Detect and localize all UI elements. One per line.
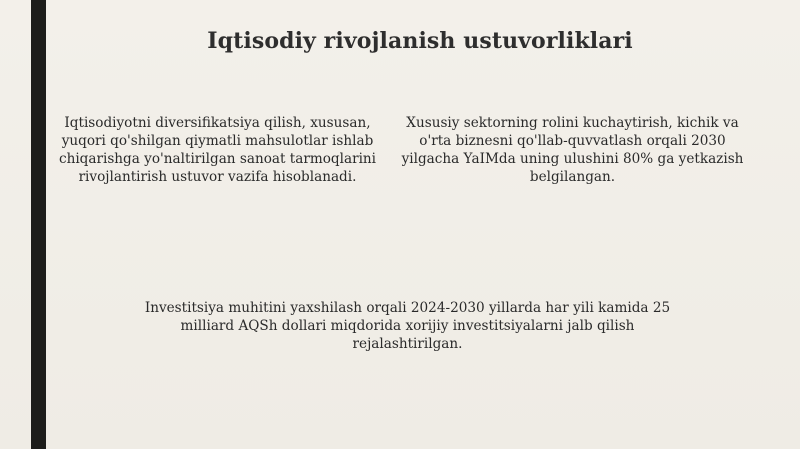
paragraph-investment: Investitsiya muhitini yaxshilash orqali 2024-2030 yillarda har yili kamida 25 milliard AQSh dollari miqdorida xorijiy investitsiyalarni jalb qilish rejalashtirilgan. (144, 300, 671, 352)
slide-title: Iqtisodiy rivojlanish ustuvorliklari (207, 28, 633, 54)
accent-bar (31, 0, 46, 449)
paragraph-diversification: Iqtisodiyotni diversifikatsiya qilish, xususan, yuqori qo'shilgan qiymatli mahsulotlar ishlab chiqarishga yo'naltirilgan sanoat tarmoqlarini rivojlantirish ustuvor vazifa hisoblanadi. (58, 115, 377, 185)
paragraph-private-sector: Xususiy sektorning rolini kuchaytirish, kichik va o'rta biznesni qo'llab-quvvatlash orqali 2030 yilgacha YaIMda uning ulushini 80% ga yetkazish belgilangan. (401, 115, 744, 185)
